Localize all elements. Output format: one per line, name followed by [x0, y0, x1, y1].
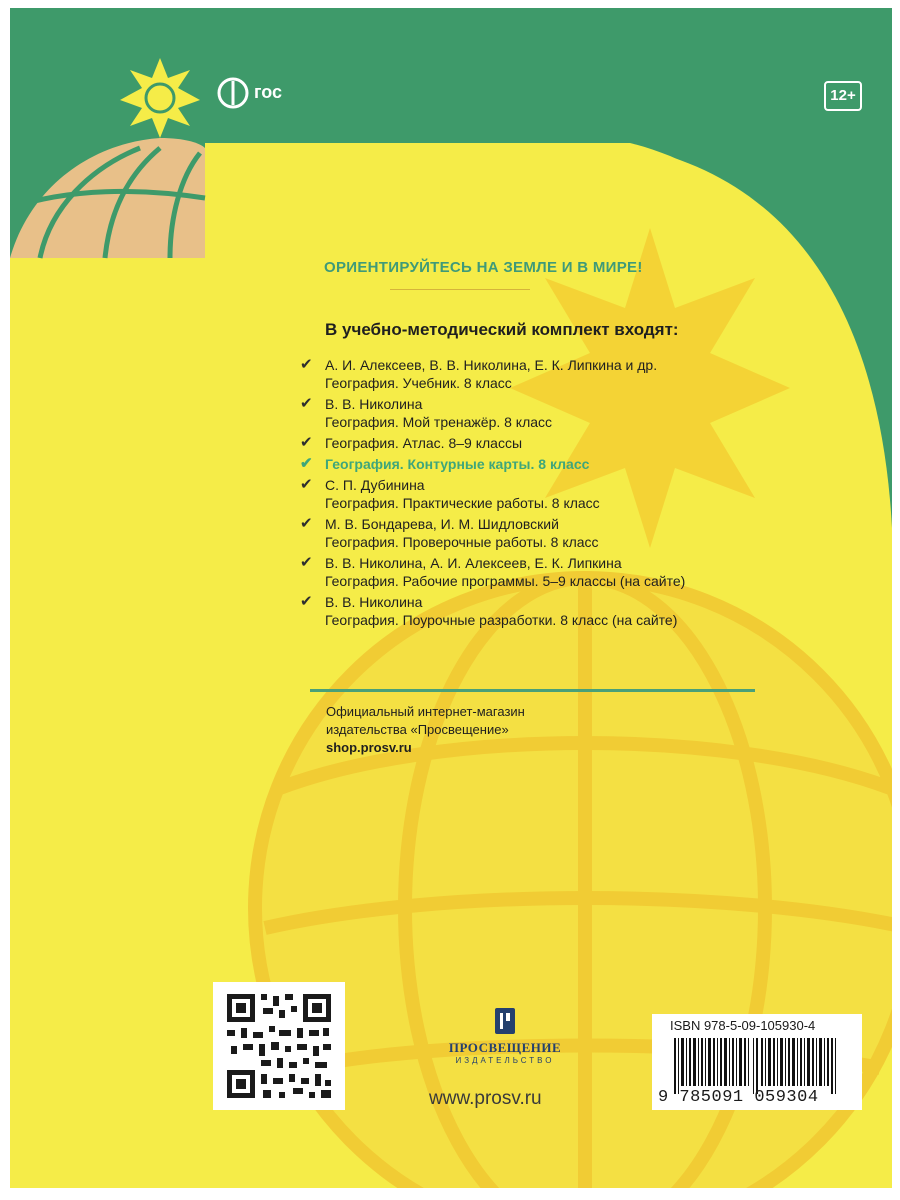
- list-item: [300, 434, 860, 452]
- qr-code: [213, 982, 345, 1110]
- list-item: [300, 593, 860, 629]
- check-icon: ✔: [300, 554, 313, 571]
- publisher-subtitle: ИЗДАТЕЛЬСТВО: [455, 1056, 555, 1065]
- publisher-logo: [425, 1018, 585, 1065]
- list-item: [300, 476, 860, 512]
- shop-info: [326, 703, 525, 757]
- list-item: [300, 395, 860, 431]
- shop-line2: издательства «Просвещение»: [326, 722, 509, 737]
- list-item-line2: География. Поурочные разработки. 8 класс (на сайте): [325, 612, 678, 628]
- page-heading: ОРИЕНТИРУЙТЕСЬ НА ЗЕМЛЕ И В МИРЕ!: [324, 259, 643, 276]
- list-item-line2: География. Рабочие программы. 5–9 классы (на сайте): [325, 573, 686, 589]
- barcode: [652, 1014, 862, 1110]
- list-item-line1: В. В. Николина, А. И. Алексеев, Е. К. Липкина: [325, 555, 622, 571]
- kit-title: В учебно-методический комплект входят:: [325, 320, 679, 339]
- list-item-line1: А. И. Алексеев, В. В. Николина, Е. К. Липкина и др.: [325, 357, 658, 373]
- list-item-line2: География. Мой тренажёр. 8 класс: [325, 414, 553, 430]
- check-icon: ✔: [300, 476, 313, 493]
- list-item-line2: География. Проверочные работы. 8 класс: [325, 534, 599, 550]
- list-item-line1: В. В. Николина: [325, 594, 423, 610]
- barcode-digits: 9 785091 059304: [658, 1088, 819, 1107]
- fgos-logo: [216, 76, 283, 115]
- list-item-line2: География. Практические работы. 8 класс: [325, 495, 600, 511]
- list-item-line1: В. В. Николина: [325, 396, 423, 412]
- check-icon: ✔: [300, 593, 313, 610]
- fgos-label: гос: [254, 82, 283, 102]
- publisher-site[interactable]: www.prosv.ru: [429, 1088, 542, 1109]
- list-item: [300, 554, 860, 590]
- heading-underline: [390, 289, 530, 290]
- fgos-icon: [216, 76, 250, 110]
- check-icon: ✔: [300, 434, 313, 451]
- isbn-label: ISBN 978-5-09-105930-4: [670, 1018, 816, 1033]
- list-item-line1: М. В. Бондарева, И. М. Шидловский: [325, 516, 559, 532]
- list-item-line1: География. Атлас. 8–9 классы: [325, 435, 523, 451]
- age-rating-badge: 12+: [824, 81, 862, 111]
- shop-line1: Официальный интернет-магазин: [326, 704, 525, 719]
- publisher-name: ПРОСВЕЩЕНИЕ: [448, 1040, 562, 1055]
- list-item-line1: С. П. Дубинина: [325, 477, 425, 493]
- check-icon: ✔: [300, 356, 313, 373]
- qr-code-icon: [213, 982, 345, 1110]
- list-item: [300, 356, 860, 392]
- section-divider: [310, 689, 755, 692]
- list-item: [300, 515, 860, 551]
- check-icon: ✔: [300, 515, 313, 532]
- publisher-emblem-icon: [495, 1008, 515, 1034]
- check-icon: ✔: [300, 455, 313, 472]
- list-item-line2: География. Учебник. 8 класс: [325, 375, 512, 391]
- list-item-highlighted: [300, 455, 860, 473]
- list-item-line1: География. Контурные карты. 8 класс: [325, 456, 590, 472]
- kit-list: [300, 356, 860, 632]
- shop-url[interactable]: shop.prosv.ru: [326, 740, 412, 755]
- check-icon: ✔: [300, 395, 313, 412]
- book-back-cover: [10, 8, 892, 1188]
